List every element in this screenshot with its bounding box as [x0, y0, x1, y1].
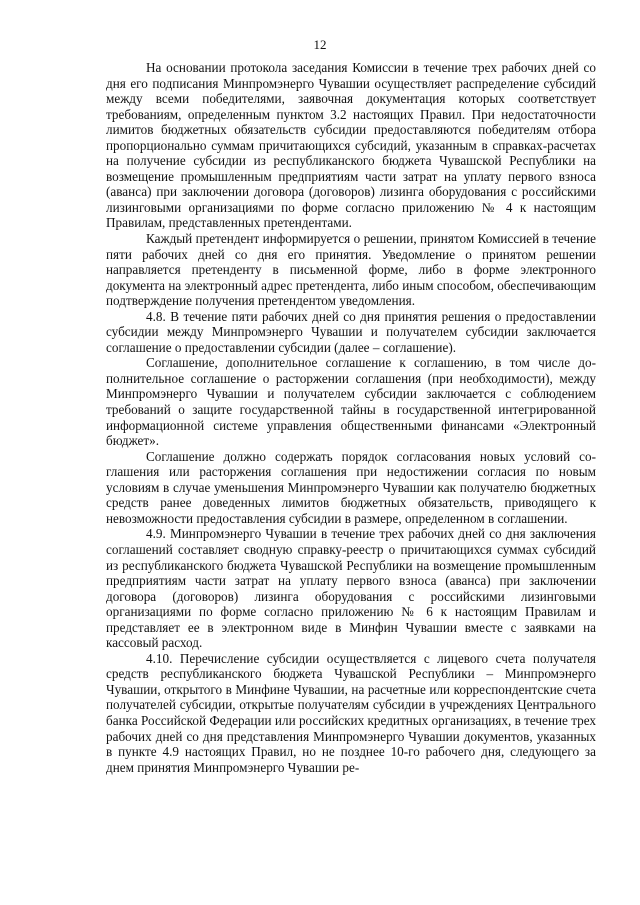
body-text: [106, 60, 596, 775]
paragraph-agreement-terms: Соглашение должно содержать порядок согласования новых условий соглашения или расторжения соглашения при недостижении согласия по новым условиям в случае уменьшения Минпромэнерго Чувашии как получателю бюджетных средств ранее доведенных лимитов бюджетных обязательств, приводящего к невозможности предоставления субсидии в размере, определенном в соглашении.: [106, 448, 596, 526]
paragraph-agreement: Соглашение, дополнительное соглашение к соглашению, в том числе дополнительное соглашение о расторжении соглашения (при необходимости), между Минпромэнерго Чувашии и получателем субсидии заключается с соблюдением требований о защите государственной тайны в государственной интегрированной информационной системе управления общественными финансами «Электронный бюджет».: [106, 355, 596, 449]
paragraph-4-9: 4.9. Минпромэнерго Чувашии в течение трех рабочих дней со дня заключения соглашений составляет сводную справку-реестр о причитающихся суммах субсидий из республиканского бюджета Чувашской Республики на возмещение промышленным предприятиям части затрат на уплату первого взноса (аванса) при заключении договора (договоров) лизинга оборудования с российскими лизинговыми организациями по форме согласно приложению № 6 к настоящим Правилам и представляет ее в электронном виде в Минфин Чувашии вместе с заявками на кассовый расход.: [106, 526, 596, 651]
paragraph-4-8: 4.8. В течение пяти рабочих дней со дня принятия решения о предоставлении субсидии между Минпромэнерго Чувашии и получателем субсидии заключается соглашение о предоставлении субсидии (далее – соглашение).: [106, 308, 596, 355]
paragraph-notification: Каждый претендент информируется о решении, принятом Комиссией в течение пяти рабочих дней со дня его принятия. Уведомление о принятом решении направляется претенденту в письменной форме, либо в форме электронного документа на электронный адрес претендента, либо иным способом, обеспечивающим подтверждение получения претендентом уведомления.: [106, 231, 596, 309]
paragraph-4-10: 4.10. Перечисление субсидии осуществляется с лицевого счета получателя средств республиканского бюджета Чувашской Республики – Минпромэнерго Чувашии, открытого в Минфине Чувашии, на расчетные или корреспондентские счета получателей субсидии, открытые получателям субсидии в учреждениях Центрального банка Российской Федерации или российских кредитных организациях, в течение трех рабочих дней со дня представления Минпромэнерго Чувашии документов, указанных в пункте 4.9 настоящих Правил, но не позднее 10-го рабочего дня, следующего за днем принятия Минпромэнерго Чувашии ре-: [106, 650, 596, 775]
page-number: 12: [313, 37, 327, 52]
paragraph-distribution: На основании протокола заседания Комиссии в течение трех рабочих дней со дня его подписания Минпромэнерго Чувашии осуществляет распределение субсидий между всеми победителями, заявочная документация которых соответствует требованиям, определенным пунктом 3.2 настоящих Правил. При недостаточности лимитов бюджетных обязательств субсидии предоставляются победителям отбора пропорционально суммам причитающихся субсидий, указанным в справках-расчетах на получение субсидии из республиканского бюджета Чувашской Республики на возмещение промышленным предприятиям части затрат на уплату первого взноса (аванса) при заключении договора (договоров) лизинга оборудования с российскими лизинговыми организациями по форме согласно приложению № 4 к настоящим Правилам, представленных претендентами.: [106, 60, 596, 231]
